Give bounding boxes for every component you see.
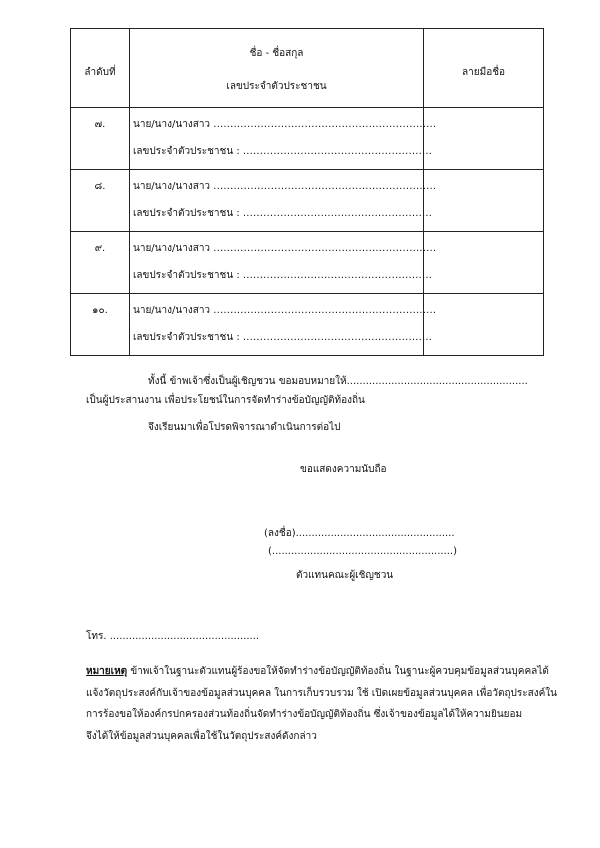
row-number-cell [71, 294, 130, 356]
row-number-cell [71, 108, 130, 170]
signature-cell[interactable] [424, 232, 544, 294]
id-label: เลขประจำตัวประชาชน : [133, 208, 240, 219]
phone-line[interactable]: โทร. ............................................... [86, 631, 260, 642]
table-row [71, 294, 544, 356]
header-order [71, 29, 130, 108]
remark-line-2: แจ้งวัตถุประสงค์กับเจ้าของข้อมูลส่วนบุคคล ในการเก็บรวบรวม ใช้ เปิดเผยข้อมูลส่วนบุคคล เพื่อวัตถุประสงค์ใน [86, 688, 558, 699]
row-name-cell [130, 108, 437, 170]
id-fill-line[interactable]: ........................................................ [242, 332, 433, 343]
table-row [71, 232, 544, 294]
id-label: เลขประจำตัวประชาชน : [133, 332, 240, 343]
table-header-row [71, 29, 544, 108]
signature-cell[interactable] [424, 108, 544, 170]
header-name-label: ชื่อ - ชื่อสกุล [249, 48, 304, 59]
header-name-id [130, 29, 424, 108]
header-order-label: ลำดับที่ [84, 67, 116, 78]
remark-heading: หมายเหตุ [86, 666, 128, 677]
assignment-line: ทั้งนี้ ข้าพเจ้าซึ่งเป็นผู้เชิญชวน ขอมอบหมายให้......................................................... [148, 376, 528, 387]
table-row [71, 108, 544, 170]
name-fill-line[interactable]: .................................................................. [213, 119, 437, 130]
row-number: ๘. [94, 181, 106, 192]
sign-line[interactable]: (ลงชื่อ).................................................. [264, 528, 455, 539]
row-number: ๗. [94, 119, 106, 130]
id-fill-line[interactable]: ........................................................ [242, 146, 433, 157]
id-label: เลขประจำตัวประชาชน : [133, 270, 240, 281]
header-signature-label: ลายมือชื่อ [462, 67, 505, 78]
name-fill-line[interactable]: .................................................................. [213, 243, 437, 254]
remark-line-4: จึงได้ให้ข้อมูลส่วนบุคคลเพื่อใช้ในวัตถุประสงค์ดังกล่าว [86, 731, 317, 742]
sign-role: ตัวแทนคณะผู้เชิญชวน [296, 570, 394, 581]
remark-text-1: ข้าพเจ้าในฐานะตัวแทนผู้ร้องขอให้จัดทำร่างข้อบัญญัติท้องถิ่น ในฐานะผู้ควบคุมข้อมูลส่วนบุคคลได้ [127, 666, 549, 677]
signature-table [70, 28, 544, 356]
name-label: นาย/นาง/นางสาว [133, 181, 211, 192]
name-label: นาย/นาง/นางสาว [133, 243, 211, 254]
signature-cell[interactable] [424, 170, 544, 232]
name-fill-line[interactable]: .................................................................. [213, 305, 437, 316]
id-fill-line[interactable]: ........................................................ [242, 208, 433, 219]
row-number-cell [71, 170, 130, 232]
row-number: ๙. [94, 243, 106, 254]
row-name-cell [130, 232, 437, 294]
remark-line-3: การร้องขอให้องค์กรปกครองส่วนท้องถิ่นจัดทำร่างข้อบัญญัติท้องถิ่น ซึ่งเจ้าของข้อมูลได้ให้ความยินยอม [86, 709, 523, 720]
row-name-cell [130, 294, 437, 356]
row-name-cell [130, 170, 437, 232]
id-fill-line[interactable]: ........................................................ [242, 270, 433, 281]
row-number: ๑๐. [92, 305, 108, 316]
name-label: นาย/นาง/นางสาว [133, 305, 211, 316]
table-row [71, 170, 544, 232]
coordinator-line: เป็นผู้ประสานงาน เพื่อประโยชน์ในการจัดทำร่างข้อบัญญัติท้องถิ่น [86, 395, 365, 406]
closing-text: ขอแสดงความนับถือ [300, 464, 387, 475]
signature-cell[interactable] [424, 294, 544, 356]
header-signature [424, 29, 544, 108]
header-id-label: เลขประจำตัวประชาชน [226, 81, 327, 92]
sign-name-line[interactable]: (.........................................................) [268, 546, 457, 557]
name-label: นาย/นาง/นางสาว [133, 119, 211, 130]
remark-line-1 [86, 664, 549, 679]
request-line: จึงเรียนมาเพื่อโปรดพิจารณาดำเนินการต่อไป [148, 422, 341, 433]
id-label: เลขประจำตัวประชาชน : [133, 146, 240, 157]
row-number-cell [71, 232, 130, 294]
name-fill-line[interactable]: .................................................................. [213, 181, 437, 192]
